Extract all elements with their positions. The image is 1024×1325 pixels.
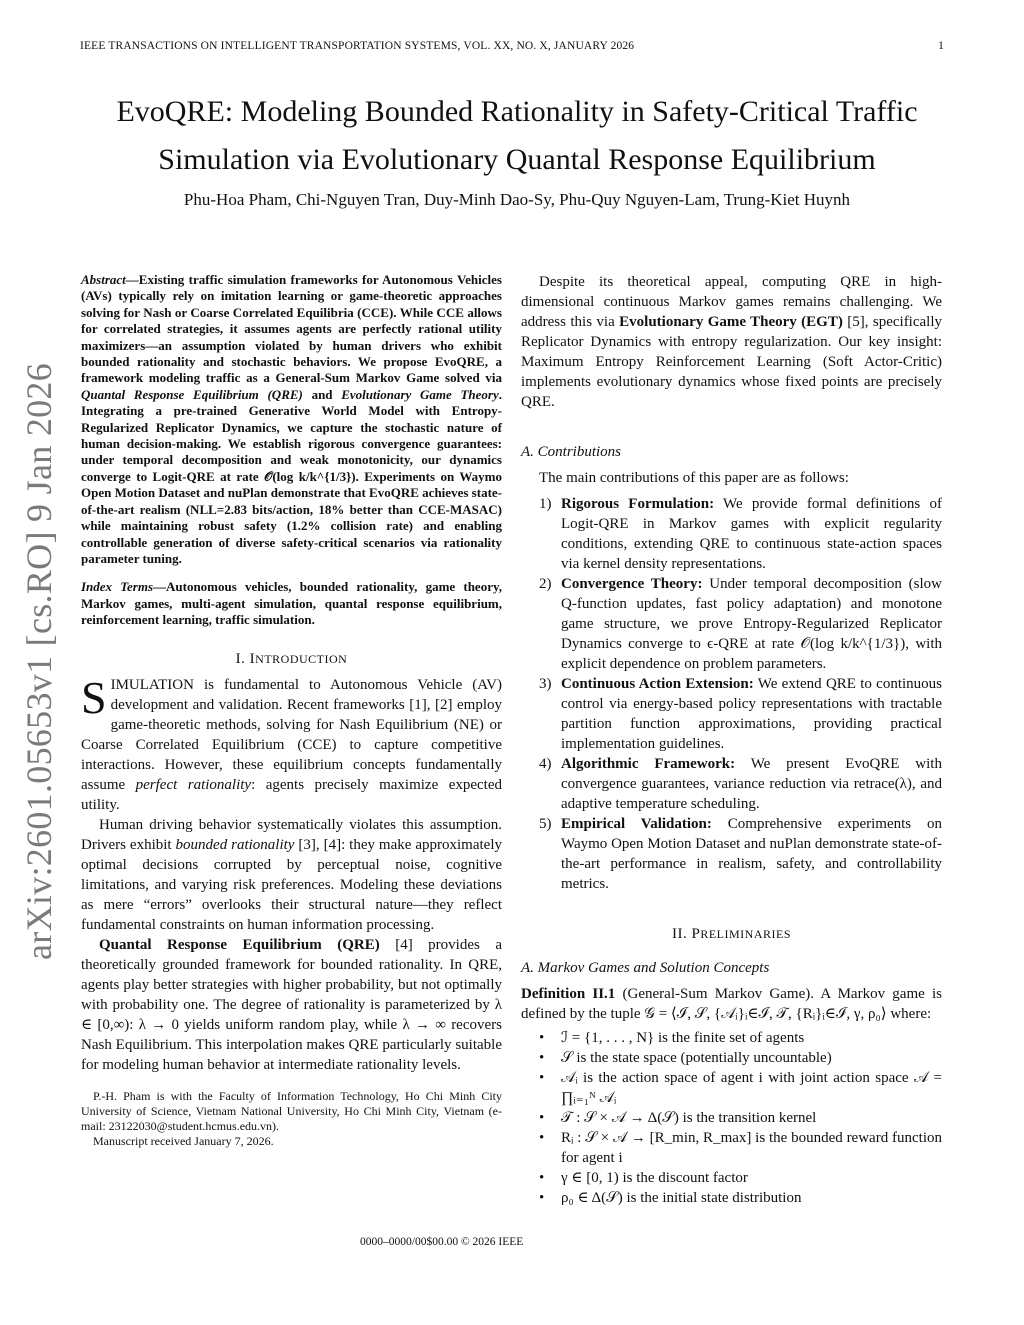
index-terms-label: Index Terms — [81, 579, 153, 595]
definition-bullet: • ℐ = {1, . . . , N} is the finite set of agents — [521, 1028, 942, 1048]
definition-markov-game: Definition II.1 (General-Sum Markov Game). A Markov game is defined by the tuple 𝒢 = ⟨ℐ, 𝒮, {𝒜ᵢ}ᵢ∈ℐ, 𝒯, {Rᵢ}ᵢ∈ℐ, γ, ρ₀⟩ where: — [521, 986, 942, 1022]
contributions-intro: The main contributions of this paper are as follows: — [539, 470, 849, 486]
title-line-2: Simulation via Evolutionary Quantal Response Equilibrium — [158, 143, 876, 176]
contributions-list — [521, 494, 942, 894]
definition-bullet: • ρ₀ ∈ Δ(𝒮) is the initial state distribution — [521, 1188, 942, 1208]
footnote-affiliation: P.-H. Pham is with the Faculty of Information Technology, Ho Chi Minh City University of Science, Vietnam National University, Ho Chi Minh City, Vietnam (e-mail: 23122030@student.hcmus.edu.vn). — [81, 1088, 502, 1133]
intro-paragraph-3: Quantal Response Equilibrium (QRE) [4] provides a theoretically grounded framework for bounded rationality. In QRE, agents play better strategies with higher probability, but not optimally with probability one. The degree of rationality is parameterized by λ ∈ [0,∞): λ → 0 yields uniform random play, while λ → ∞ recovers Nash Equilibrium. This interpolation makes QRE particularly suitable for modeling human behavior at intermediate rationality levels. — [81, 936, 502, 1073]
arxiv-stamp: arXiv:2601.05653v1 [cs.RO] 9 Jan 2026 — [19, 362, 59, 960]
copyright-notice: 0000–0000/00$00.00 © 2026 IEEE — [360, 1236, 524, 1248]
contribution-item: 4) Algorithmic Framework: We present EvoQRE with convergence guarantees, variance reduction via retrace(λ), and adaptive temperature scheduling. — [539, 756, 942, 812]
abstract-label: Abstract — [81, 272, 126, 287]
drop-cap: S — [81, 671, 107, 723]
footnote — [81, 1089, 502, 1149]
contribution-item: 1) Rigorous Formulation: We provide formal definitions of Logit-QRE in Markov games with explicit regularity conditions, extending QRE to continuous state-action spaces via kernel density representations. — [539, 496, 942, 572]
intro-paragraph-1: SIMULATION is fundamental to Autonomous Vehicle (AV) development and validation. Recent frameworks [1], [2] employ game-theoretic methods, solving for Nash Equilibrium (NE) or Coarse Correlated Equilibrium (CCE) to capture competitive interactions. However, these equilibrium concepts fundamentally assume perfect rationality: agents precisely maximize expected utility. — [81, 671, 502, 813]
definition-bullet: • Rᵢ : 𝒮 × 𝒜 → [R_min, R_max] is the bounded reward function for agent i — [521, 1128, 942, 1168]
running-header: IEEE TRANSACTIONS ON INTELLIGENT TRANSPORTATION SYSTEMS, VOL. XX, NO. X, JANUARY 2026 — [80, 40, 635, 52]
definition-bullet: • γ ∈ [0, 1) is the discount factor — [521, 1168, 942, 1188]
definition-bullet-list — [521, 1028, 942, 1208]
index-terms: Index Terms—Autonomous vehicles, bounded rationality, game theory, Markov games, multi-agent simulation, quantal response equilibrium, reinforcement learning, traffic simulation. — [81, 579, 502, 628]
rate-formula: 𝒪(log k/k^{1/3}) — [264, 468, 356, 484]
right-column — [521, 272, 942, 1208]
contribution-item: 5) Empirical Validation: Comprehensive experiments on Waymo Open Motion Dataset and nuPlan demonstrate state-of-the-art performance in realism, safety, and controllability metrics. — [539, 816, 942, 892]
section-heading-introduction: I. INTRODUCTION — [235, 650, 348, 667]
egt-term: Evolutionary Game Theory — [341, 386, 499, 402]
left-column — [81, 272, 502, 1149]
abstract: Abstract—Existing traffic simulation frameworks for Autonomous Vehicles (AVs) typically rely on imitation learning or game-theoretic approaches solving for Nash or Coarse Correlated Equilibria (CCE). While CCE allows for correlated strategies, it assumes agents are perfectly rational utility maximizers—an assumption violated by human drivers who exhibit bounded rationality and stochastic behaviors. We propose EvoQRE, a framework modeling traffic as a General-Sum Markov Game solved via Quantal Response Equilibrium (QRE) and Evolutionary Game Theory. Integrating a pre-trained Generative World Model with Entropy-Regularized Replicator Dynamics, we capture the stochastic nature of human decision-making. We establish rigorous convergence guarantees: under temporal decomposition and weak monotonicity, our dynamics converge to Logit-QRE at rate 𝒪(log k/k^{1/3}). Experiments on Waymo Open Motion Dataset and nuPlan demonstrate that EvoQRE achieves state-of-the-art realism (NLL=2.83 bits/action, 18% better than CCE-MASAC) while maintaining robust safety (1.2% collision rate) and enabling controllable generation of diverse safety-critical scenarios via rationality parameter tuning. — [81, 272, 502, 566]
page-number: 1 — [938, 40, 944, 52]
title-line-1: EvoQRE: Modeling Bounded Rationality in Safety-Critical Traffic — [116, 95, 918, 128]
definition-bullet: • 𝒜ᵢ is the action space of agent i with joint action space 𝒜 = ∏ᵢ₌₁ᴺ 𝒜ᵢ — [521, 1068, 942, 1108]
intro-paragraph-4: Despite its theoretical appeal, computing QRE in high-dimensional continuous Markov games remains challenging. We address this via Evolutionary Game Theory (EGT) [5], specifically Replicator Dynamics with entropy regularization. Our key insight: Maximum Entropy Reinforcement Learning (Soft Actor-Critic) implements evolutionary dynamics whose fixed points are precisely QRE. — [521, 274, 943, 410]
author-list: Phu-Hoa Pham, Chi-Nguyen Tran, Duy-Minh Dao-Sy, Phu-Quy Nguyen-Lam, Trung-Kiet Huynh — [183, 190, 851, 209]
section-heading-preliminaries: II. PRELIMINARIES — [671, 926, 791, 942]
contribution-item: 3) Continuous Action Extension: We extend QRE to continuous control via energy-based policy representations with tractable partition function approximations, providing practical implementation guidelines. — [539, 676, 943, 752]
qre-term: Quantal Response Equilibrium (QRE) — [81, 386, 303, 402]
contribution-item: 2) Convergence Theory: Under temporal decomposition (slow Q-function updates, fast policy adaptation) and monotone game structure, we prove Entropy-Regularized Replicator Dynamics converge to ϵ-QRE at rate 𝒪(log k/k^{1/3}), with explicit dependence on problem parameters. — [539, 576, 942, 672]
subsection-heading-contributions: A. Contributions — [521, 444, 622, 460]
intro-paragraph-2: Human driving behavior systematically violates this assumption. Drivers exhibit bounded rationality [3], [4]: they make approximately optimal decisions corrupted by perceptual noise, cognitive limitations, and varying risk preferences. Modeling these deviations as mere “errors” overlooks their structural nature—they reflect fundamental constraints on human information processing. — [81, 816, 502, 933]
definition-bullet: • 𝒮 is the state space (potentially uncountable) — [521, 1048, 942, 1068]
definition-bullet: • 𝒯 : 𝒮 × 𝒜 → Δ(𝒮) is the transition kernel — [521, 1108, 942, 1128]
footnote-received: Manuscript received January 7, 2026. — [93, 1133, 274, 1148]
paper-title — [60, 88, 974, 184]
subsection-heading-markov-games: A. Markov Games and Solution Concepts — [521, 960, 770, 976]
